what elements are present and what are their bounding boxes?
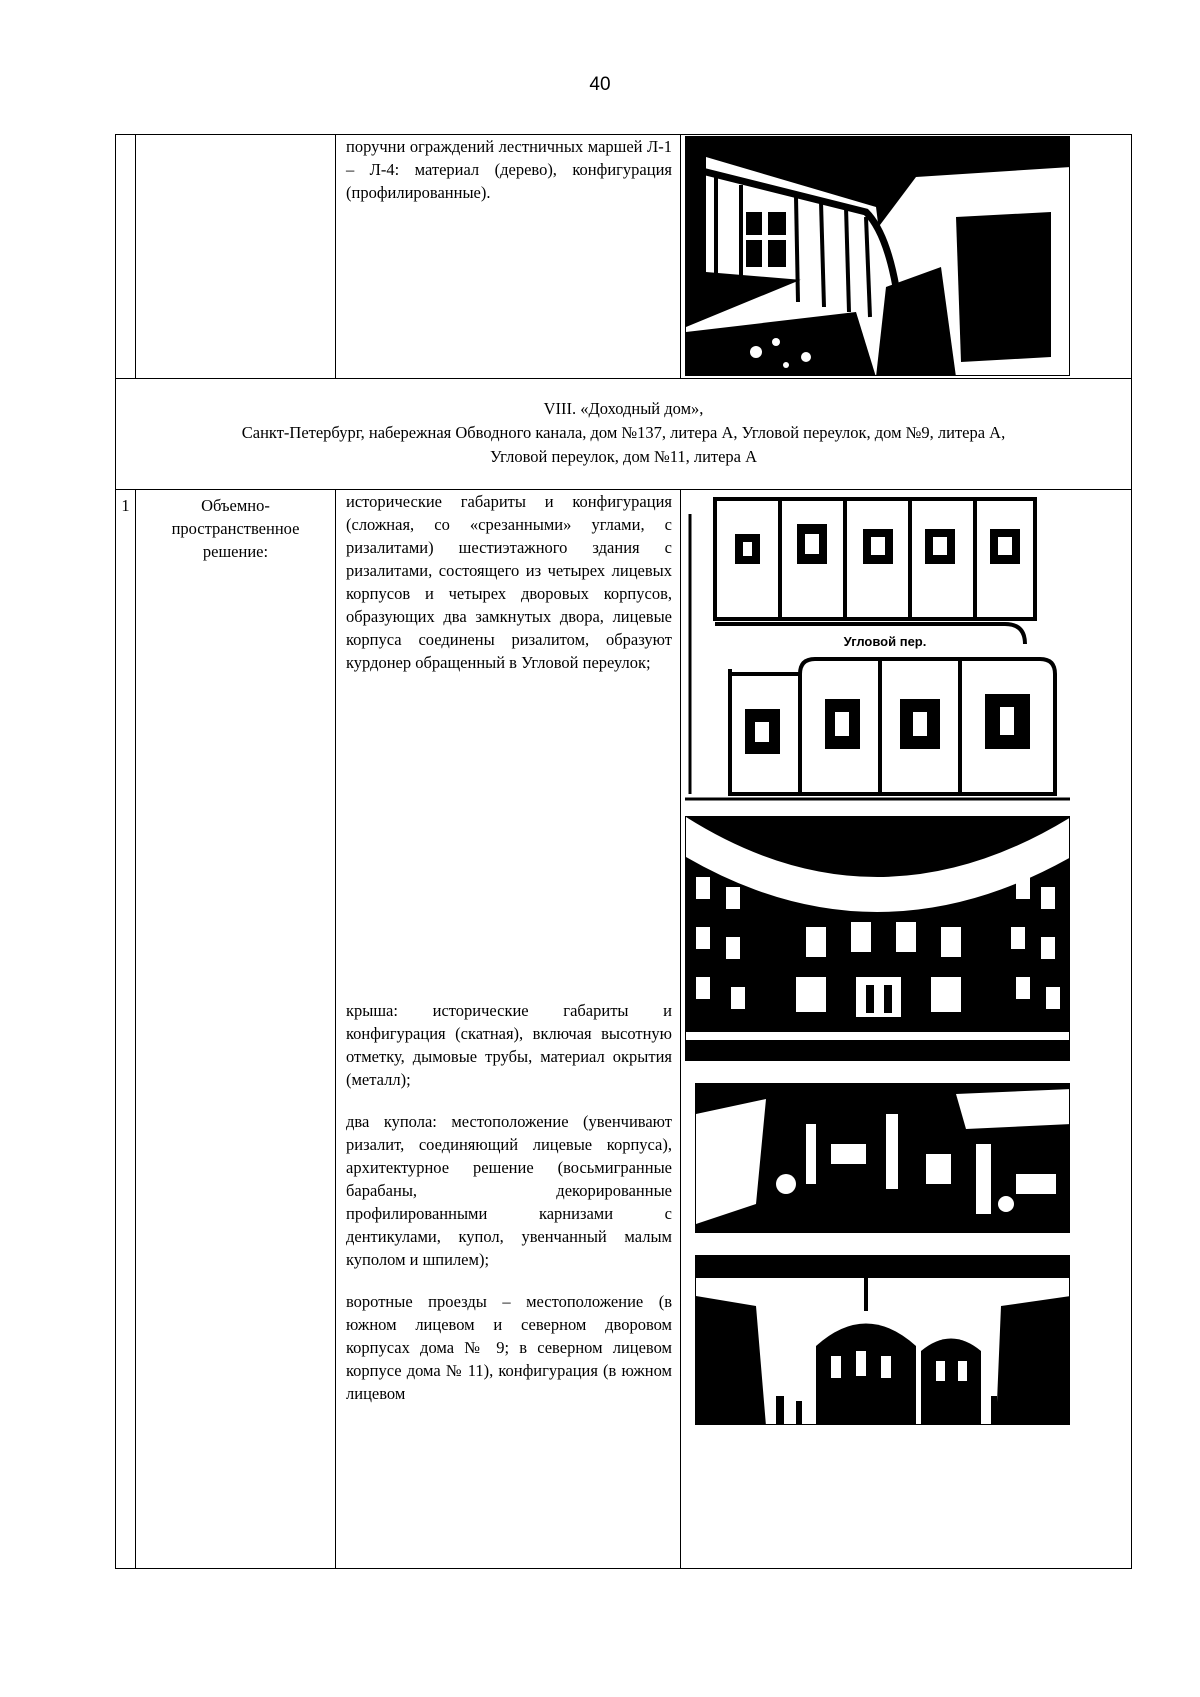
cell-description	[336, 490, 681, 1569]
section-title-line-2: Санкт-Петербург, набережная Обводного канала, дом №137, литера А, Угловой переулок, дом №9, литера А,	[241, 423, 1006, 442]
item-dimensions: исторические габариты и конфигурация (сложная, со «срезанными» углами, с ризалитами) шестиэтажного здания с ризалитами, состоящего из четырех лицевых корпусов и четырех дворовых корпусов, образующих два замкнутых двора, лицевые корпуса соединены ризалитом, образуют курдонер обращенный в Угловой переулок;	[346, 492, 672, 672]
site-plan-street-label: Угловой пер.	[843, 634, 927, 649]
section-header-row	[116, 379, 1132, 490]
item-domes: два купола: местоположение (увенчивают ризалит, соединяющий лицевые корпуса), архитектурное решение (восьмигранные барабаны, декорированные профилированными карнизами с дентикулами, купол, увенчанный малым куполом и шпилем);	[346, 1112, 672, 1269]
cell-images	[681, 490, 1132, 1569]
table-row-1	[116, 490, 1132, 1569]
cell-name-empty	[136, 135, 336, 379]
register-table	[115, 134, 1132, 1569]
item-gateways: воротные проезды – местоположение (в южном лицевом и северном дворовом корпусах дома № 9; в северном лицевом корпусе дома № 11), конфигурация (в южном лицевом	[346, 1292, 672, 1403]
courtyard-photo-icon	[685, 816, 1070, 1061]
section-title-line-3: Угловой переулок, дом №11, литера А	[489, 447, 758, 466]
staircase-photo-icon	[685, 136, 1070, 376]
cell-number-empty	[116, 135, 136, 379]
roof-photo-icon	[695, 1083, 1070, 1233]
item-roof: крыша: исторические габариты и конфигурация (скатная), включая высотную отметку, дымовые трубы, материал окрытия (металл);	[346, 1001, 672, 1089]
handrail-text: поручни ограждений лестничных маршей Л-1 – Л-4: материал (дерево), конфигурация (профилированные).	[346, 137, 672, 202]
cell-image	[681, 135, 1132, 379]
row-number: 1	[116, 490, 136, 1569]
section-title-line-1: VIII. «Доходный дом»,	[543, 399, 704, 418]
page-number: 40	[589, 74, 611, 95]
row-name: Объемно-пространственное решение:	[136, 490, 336, 1569]
dome-photo-icon	[695, 1255, 1070, 1425]
section-title	[116, 379, 1132, 490]
table-row-continuation	[116, 135, 1132, 379]
cell-description	[336, 135, 681, 379]
site-plan-drawing-icon	[685, 494, 1070, 804]
